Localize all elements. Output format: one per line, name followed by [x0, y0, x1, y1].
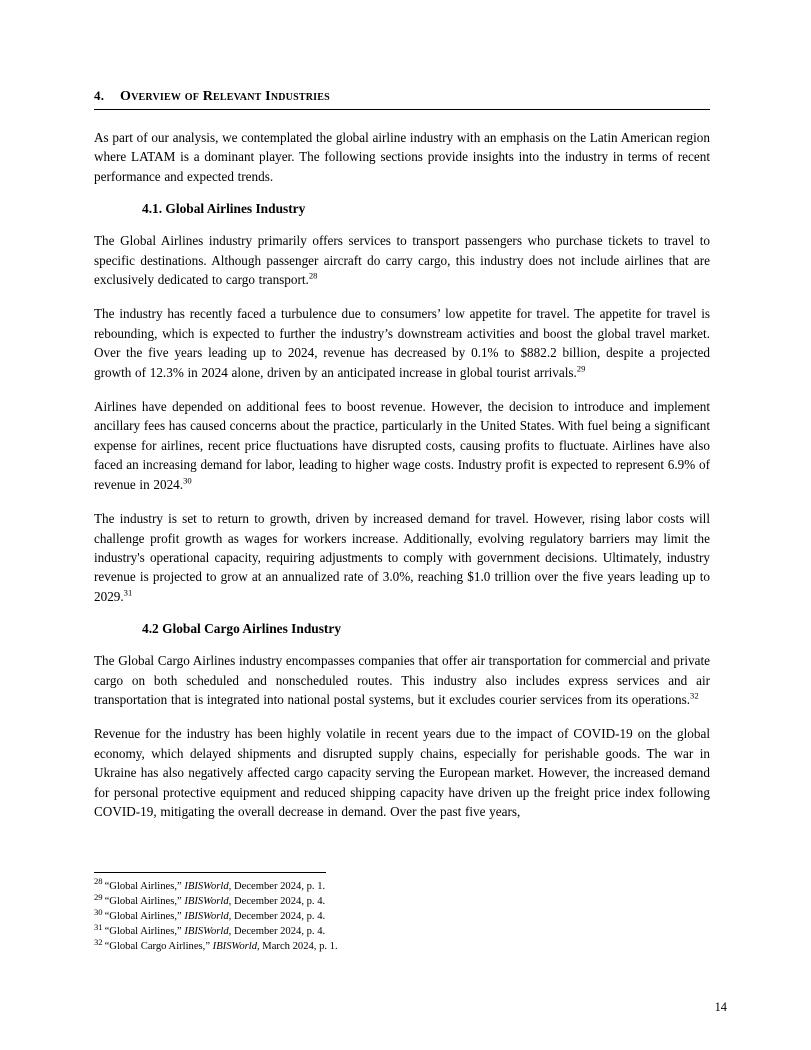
paragraph-4-1-4 — [94, 509, 710, 606]
footnote-ref: 28 — [308, 270, 318, 281]
footnote-ref: 31 — [123, 587, 133, 598]
paragraph-text: Revenue for the industry has been highly volatile in recent years due to the impact of COVID-19 on the global economy, which delayed shipments and disrupted supply chains, especially for perishable goods. The war in Ukraine has also negatively affected cargo capacity serving the European market. However, the increased demand for personal protective equipment and reduced shipping capacity have driven up the freight price index following COVID-19, mitigating the overall decrease in demand. Over the past five years, — [94, 726, 710, 819]
footnote-ref: 32 — [690, 690, 699, 701]
section-title: Overview of Relevant Industries — [120, 89, 330, 104]
footnote-text-pre: “Global Airlines,” — [104, 896, 185, 908]
footnote-area — [94, 872, 710, 954]
footnote-number: 28 — [94, 876, 103, 887]
paragraph-text: The industry has recently faced a turbulence due to consumers’ low appetite for travel. The appetite for travel is rebounding, which is expected to further the industry’s downstream activities and boost the global travel market. Over the five years leading up to 2024, revenue has decreased by 0.1% to $882.2 billion, despite a projected growth of 12.3% in 2024 alone, driven by an anticipated increase in global tourist arrivals. — [94, 306, 710, 380]
paragraph-4-2-1 — [94, 651, 710, 709]
footnote-text-post: March 2024, p. 1. — [259, 941, 338, 953]
footnote-ref: 29 — [576, 363, 586, 374]
paragraph-text: Airlines have depended on additional fees to boost revenue. However, the decision to introduce and implement ancillary fees has caused concerns about the practice, particularly in the United States. With fuel being a significant expense for airlines, recent price fluctuations have disrupted costs, causing profits to fluctuate. Airlines have also faced an increasing demand for labor, leading to higher wage costs. Industry profit is expected to represent 6.9% of revenue in 2024. — [94, 399, 710, 492]
subsection-heading-4-1: 4.1. Global Airlines Industry — [142, 201, 306, 217]
footnote-ref: 30 — [183, 475, 192, 486]
section-number: 4. — [94, 88, 105, 103]
footnote-text-pre: “Global Airlines,” — [104, 881, 185, 892]
footnote-32 — [94, 936, 710, 954]
footnote-text-post: December 2024, p. 4. — [231, 911, 326, 923]
footnote-text-pre: “Global Airlines,” — [104, 926, 185, 938]
paragraph-4-1-2 — [94, 304, 710, 382]
footnote-number: 29 — [94, 891, 103, 902]
subsection-heading-4-2: 4.2 Global Cargo Airlines Industry — [142, 621, 342, 637]
footnote-29 — [94, 891, 710, 909]
intro-paragraph: As part of our analysis, we contemplated the global airline industry with an emphasis on the Latin American region where LATAM is a dominant player. The following sections provide insights into the industry in terms of recent performance and expected trends. — [94, 130, 710, 184]
footnote-text-post: December 2024, p. 4. — [231, 926, 326, 938]
paragraph-text: The Global Cargo Airlines industry encompasses companies that offer air transportation for commercial and private cargo on both scheduled and nonscheduled routes. This industry also includes express services and air transportation that is integrated into national postal systems, but it excludes courier services from its operations. — [94, 653, 710, 707]
footnote-text-post: December 2024, p. 4. — [231, 896, 326, 908]
footnote-31 — [94, 921, 710, 939]
footnote-number: 32 — [94, 936, 103, 947]
footnote-separator — [94, 872, 326, 873]
footnote-text-pre: “Global Cargo Airlines,” — [104, 941, 213, 953]
footnote-number: 30 — [94, 906, 103, 917]
footnote-text-pre: “Global Airlines,” — [104, 911, 185, 923]
footnote-number: 31 — [94, 921, 103, 932]
paragraph-4-2-2 — [94, 724, 710, 821]
page-body — [94, 88, 710, 836]
footnote-text-post: December 2024, p. 1. — [231, 881, 326, 892]
footnote-28 — [94, 876, 710, 894]
footnote-source: IBISWorld, — [184, 926, 232, 938]
paragraph-4-1-1 — [94, 231, 710, 289]
paragraph-4-1-3 — [94, 397, 710, 494]
page-number: 14 — [714, 1000, 727, 1014]
footnote-source: IBISWorld, — [184, 896, 232, 908]
footnote-source: IBISWorld, — [212, 941, 260, 953]
footnote-30 — [94, 906, 710, 924]
footnote-source: IBISWorld, — [184, 911, 232, 923]
paragraph-text: The industry is set to return to growth, driven by increased demand for travel. However, rising labor costs will challenge profit growth as wages for workers increase. Additionally, evolving regulatory barriers may limit the industry's operational capacity, requiring adjustments to comply with government decisions. Ultimately, industry revenue is projected to grow at an annualized rate of 3.0%, reaching $1.0 trillion over the five years leading up to 2029. — [94, 511, 710, 604]
section-heading — [94, 88, 710, 110]
paragraph-text: The Global Airlines industry primarily offers services to transport passengers who purchase tickets to travel to specific destinations. Although passenger aircraft do carry cargo, this industry does not include airlines that are exclusively dedicated to cargo transport. — [94, 233, 710, 288]
footnote-source: IBISWorld, — [184, 881, 232, 892]
